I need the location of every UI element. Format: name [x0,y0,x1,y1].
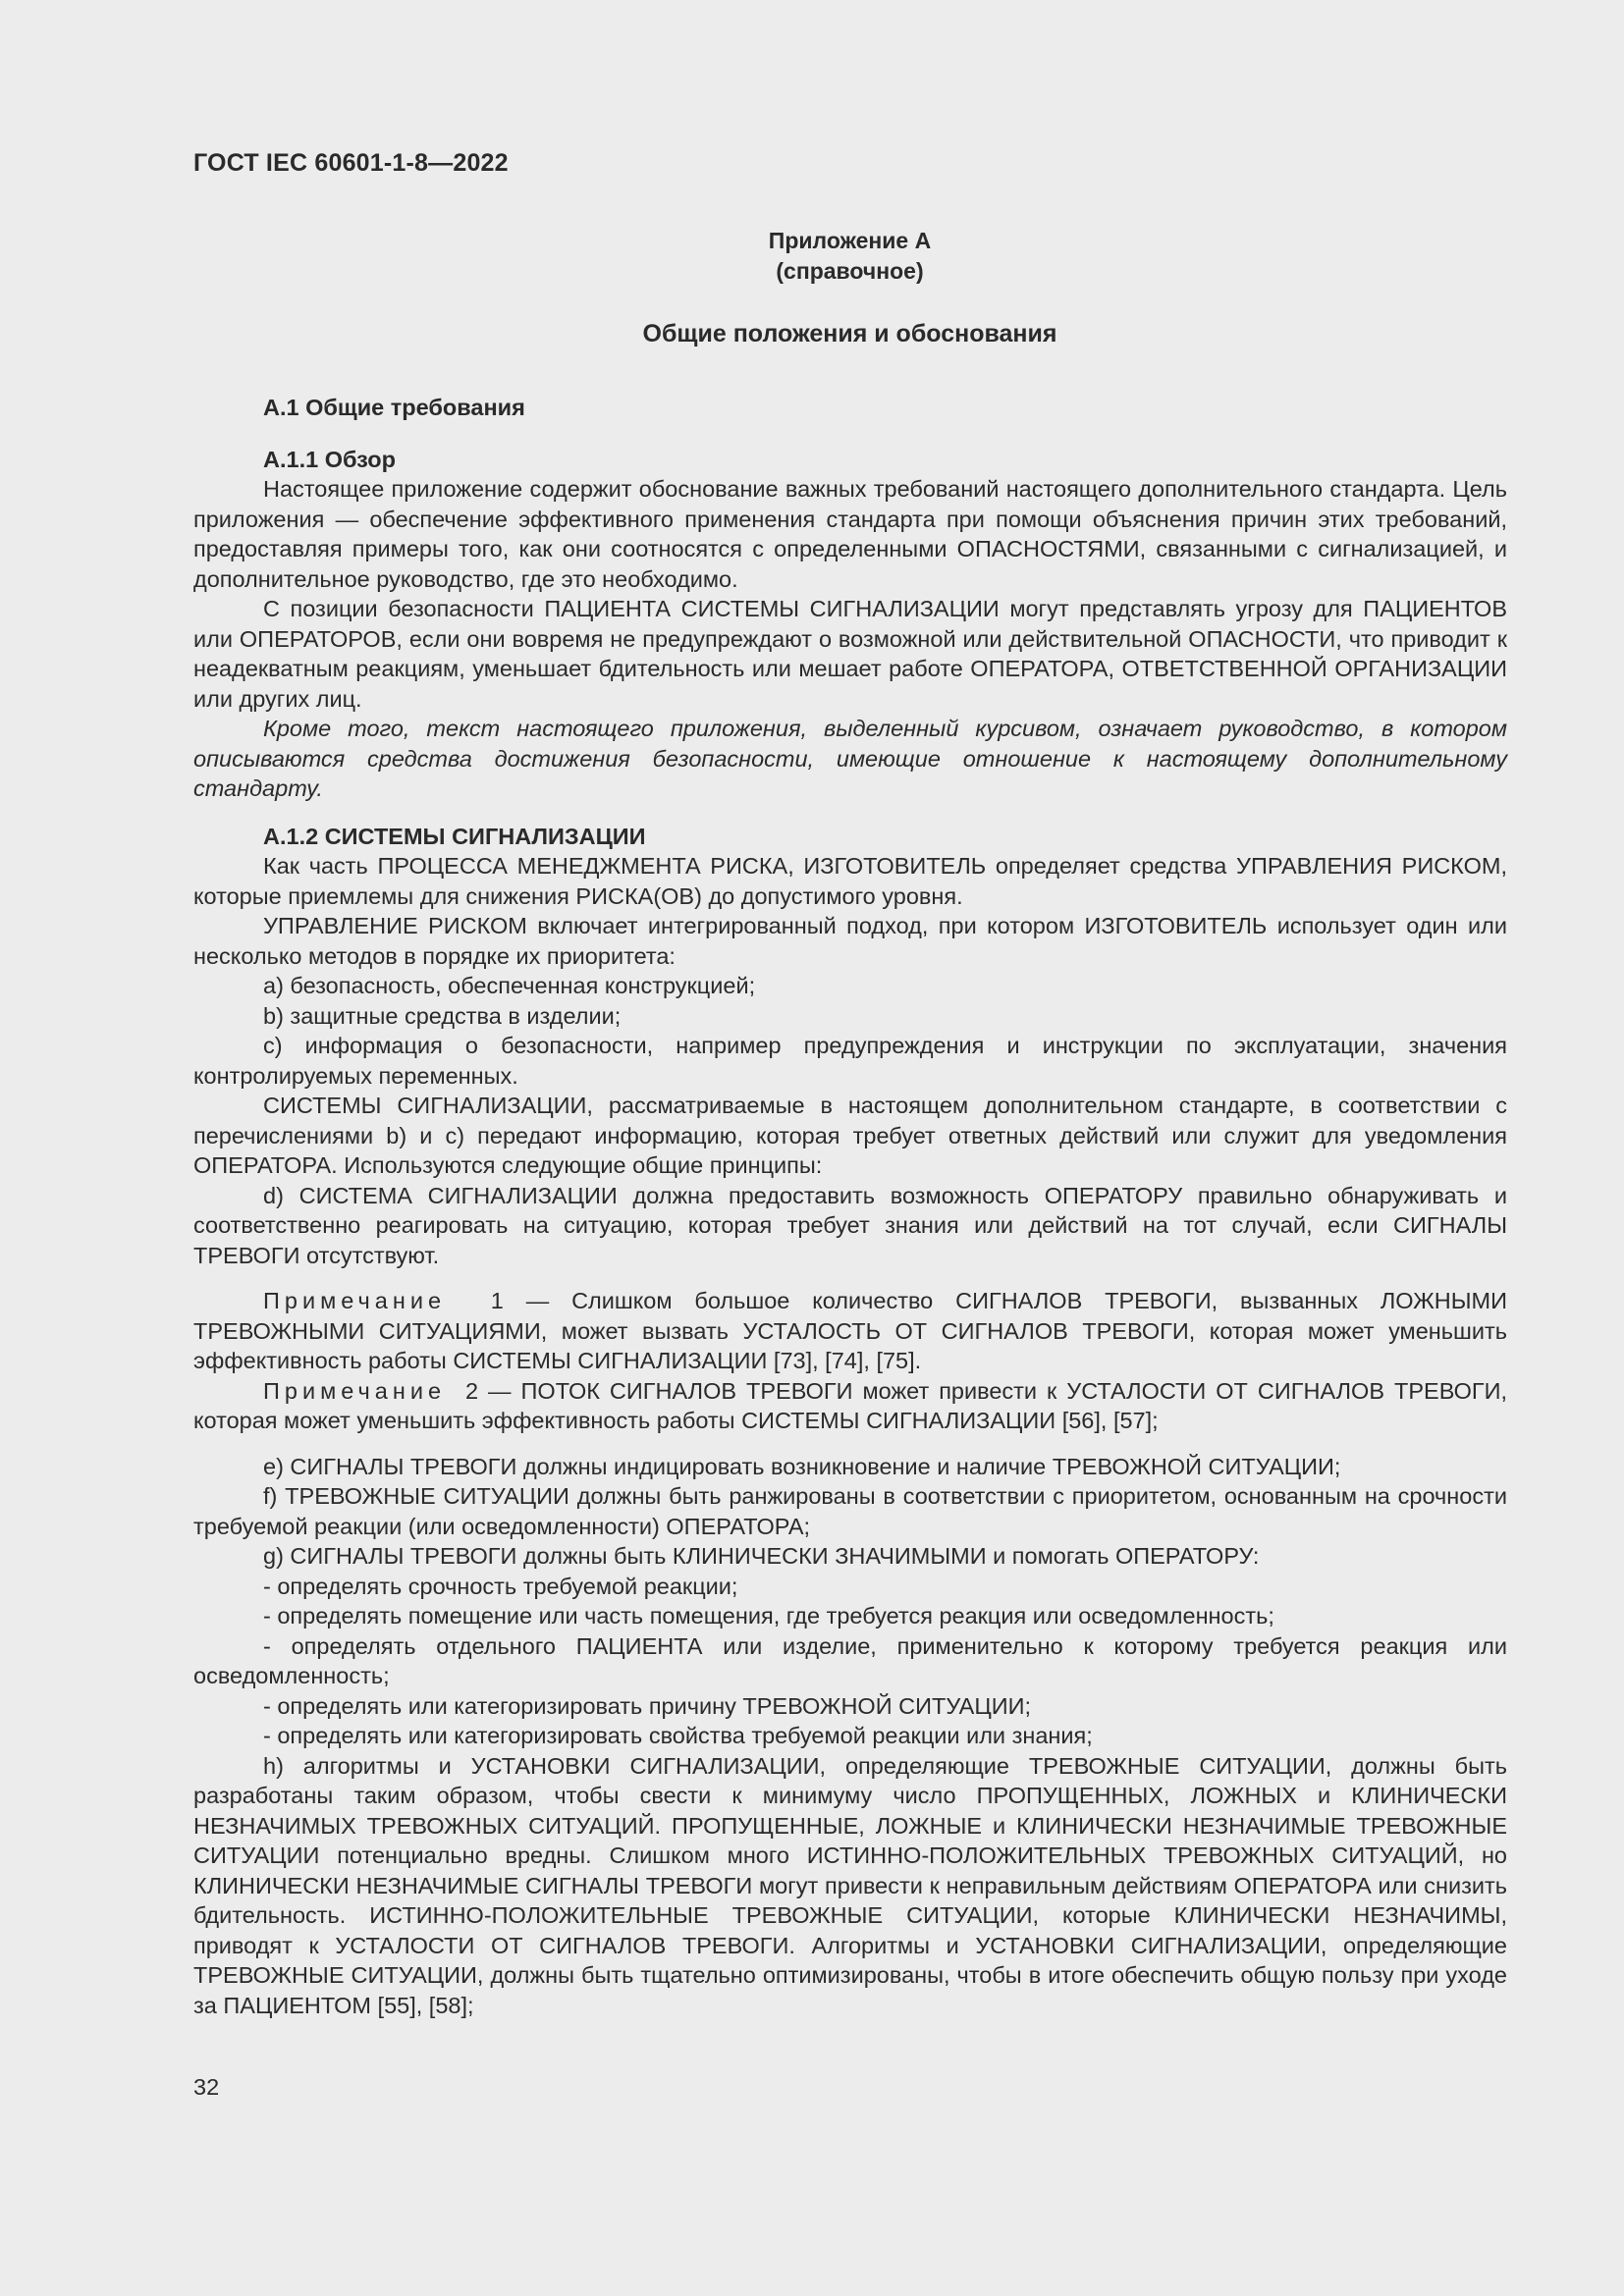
sub-list-item: - определять или категоризировать причину ТРЕВОЖНОЙ СИТУАЦИИ; [263,1692,1032,1719]
list-item: c) информация о безопасности, например предупреждения и инструкции по эксплуатации, значения контролируемых переменных. [193,1033,1507,1089]
paragraph: УПРАВЛЕНИЕ РИСКОМ включает интегрированный подход, при котором ИЗГОТОВИТЕЛЬ использует один или несколько методов в порядке их приоритета: [193,913,1507,969]
sub-list-item: - определять отдельного ПАЦИЕНТА или изделие, применительно к которому требуется реакция или осведомленность; [193,1632,1507,1688]
note-label: Примечание [263,1377,447,1404]
paragraph: СИСТЕМЫ СИГНАЛИЗАЦИИ, рассматриваемые в настоящем дополнительном стандарте, в соответствии с перечислениями b) и с) передают информацию, которая требует ответных действий или служит для уведомления ОПЕРАТОРА. Используются следующие общие принципы: [193,1093,1507,1178]
annex-type: (справочное) [776,258,924,284]
list-item: b) защитные средства в изделии; [263,1002,622,1029]
note-number: 1 [490,1288,504,1313]
section-heading-a1: А.1 Общие требования [263,395,525,420]
note-text: — ПОТОК СИГНАЛОВ ТРЕВОГИ может привести к УСТАЛОСТИ ОТ СИГНАЛОВ ТРЕВОГИ, которая может уменьшить эффективность работы СИСТЕМЫ СИГНАЛИЗАЦИИ [56], [57]; [193,1377,1508,1433]
list-item: d) СИСТЕМА СИГНАЛИЗАЦИИ должна предоставить возможность ОПЕРАТОРУ правильно обнаруживать и соответственно реагировать на ситуацию, которая требует знания или действий на тот случай, если СИГНАЛЫ ТРЕВОГИ отсутствуют. [193,1182,1507,1268]
sub-list-item: - определять помещение или часть помещения, где требуется реакция или осведомленность; [263,1603,1274,1629]
list-item: e) СИГНАЛЫ ТРЕВОГИ должны индицировать возникновение и наличие ТРЕВОЖНОЙ СИТУАЦИИ; [263,1453,1341,1479]
note-label: Примечание [263,1288,447,1313]
list-item: h) алгоритмы и УСТАНОВКИ СИГНАЛИЗАЦИИ, определяющие ТРЕВОЖНЫЕ СИТУАЦИИ, должны быть разработаны таким образом, чтобы свести к минимуму число ПРОПУЩЕННЫХ, ЛОЖНЫХ и КЛИНИЧЕСКИ НЕЗНАЧИМЫХ ТРЕВОЖНЫХ СИТУАЦИЙ. ПРОПУЩЕННЫЕ, ЛОЖНЫЕ и КЛИНИЧЕСКИ НЕЗНАЧИМЫЕ ТРЕВОЖНЫЕ СИТУАЦИИ потенциально вредны. Слишком много ИСТИННО-ПОЛОЖИТЕЛЬНЫХ ТРЕВОЖНЫХ СИТУАЦИЙ, но КЛИНИЧЕСКИ НЕЗНАЧИМЫЕ СИГНАЛЫ ТРЕВОГИ могут привести к неправильным действиям ОПЕРАТОРА или снизить бдительность. ИСТИННО-ПОЛОЖИТЕЛЬНЫЕ ТРЕВОЖНЫЕ СИТУАЦИИ, которые КЛИНИЧЕСКИ НЕЗНАЧИМЫ, приводят к УСТАЛОСТИ ОТ СИГНАЛОВ ТРЕВОГИ. Алгоритмы и УСТАНОВКИ СИГНАЛИЗАЦИИ, определяющие ТРЕВОЖНЫЕ СИТУАЦИИ, должны быть тщательно оптимизированы, чтобы в итоге обеспечить общую пользу при уходе за ПАЦИЕНТОМ [55], [58]; [193,1752,1507,2018]
list-item: f) ТРЕВОЖНЫЕ СИТУАЦИИ должны быть ранжированы в соответствии с приоритетом, основанным на срочности требуемой реакции (или осведомленности) ОПЕРАТОРА; [193,1483,1507,1539]
list-item: a) безопасность, обеспеченная конструкцией; [263,973,756,998]
notes-block [193,1286,1507,1436]
document-header: ГОСТ IEC 60601-1-8—2022 [193,149,509,177]
note-2 [193,1376,1507,1436]
note-text: — Слишком большое количество СИГНАЛОВ ТРЕВОГИ, вызванных ЛОЖНЫМИ ТРЕВОЖНЫМИ СИТУАЦИЯМИ, может вызвать УСТАЛОСТЬ ОТ СИГНАЛОВ ТРЕВОГИ, которая может уменьшить эффективность работы СИСТЕМЫ СИГНАЛИЗАЦИИ [73], [74], [75]. [193,1288,1508,1373]
section-heading-a12: А.1.2 СИСТЕМЫ СИГНАЛИЗАЦИИ [263,823,646,849]
sub-list-item: - определять срочность требуемой реакции; [263,1573,738,1599]
document-body [193,393,1507,2020]
page-number: 32 [193,2074,220,2100]
sub-list-item: - определять или категоризировать свойства требуемой реакции или знания; [263,1723,1093,1748]
list-item: g) СИГНАЛЫ ТРЕВОГИ должны быть КЛИНИЧЕСКИ ЗНАЧИМЫМИ и помогать ОПЕРАТОРУ: [263,1543,1260,1569]
annex-label: Приложение А [768,228,932,253]
section-heading-a11: А.1.1 Обзор [263,446,396,472]
paragraph: Настоящее приложение содержит обоснование важных требований настоящего дополнительного стандарта. Цель приложения — обеспечение эффективного применения стандарта при помощи объяснения причин этих требований, предоставляя примеры того, как они соотносятся с определенными ОПАСНОСТЯМИ, связанными с сигнализацией, и дополнительное руководство, где это необходимо. [193,476,1507,592]
note-number: 2 [464,1377,479,1404]
note-1 [193,1286,1507,1376]
annex-title: Общие положения и обоснования [642,320,1057,347]
paragraph: Как часть ПРОЦЕССА МЕНЕДЖМЕНТА РИСКА, ИЗГОТОВИТЕЛЬ определяет средства УПРАВЛЕНИЯ РИСКОМ, которые приемлемы для снижения РИСКА(ОВ) до допустимого уровня. [193,853,1507,909]
paragraph: С позиции безопасности ПАЦИЕНТА СИСТЕМЫ СИГНАЛИЗАЦИИ могут представлять угрозу для ПАЦИЕНТОВ или ОПЕРАТОРОВ, если они вовремя не предупреждают о возможной или действительной ОПАСНОСТИ, что приводит к неадекватным реакциям, уменьшает бдительность или мешает работе ОПЕРАТОРА, ОТВЕТСТВЕННОЙ ОРГАНИЗАЦИИ или других лиц. [193,596,1507,712]
paragraph-italic: Кроме того, текст настоящего приложения, выделенный курсивом, означает руководство, в котором описываются средства достижения безопасности, имеющие отношение к настоящему дополнительному стандарту. [193,716,1507,801]
